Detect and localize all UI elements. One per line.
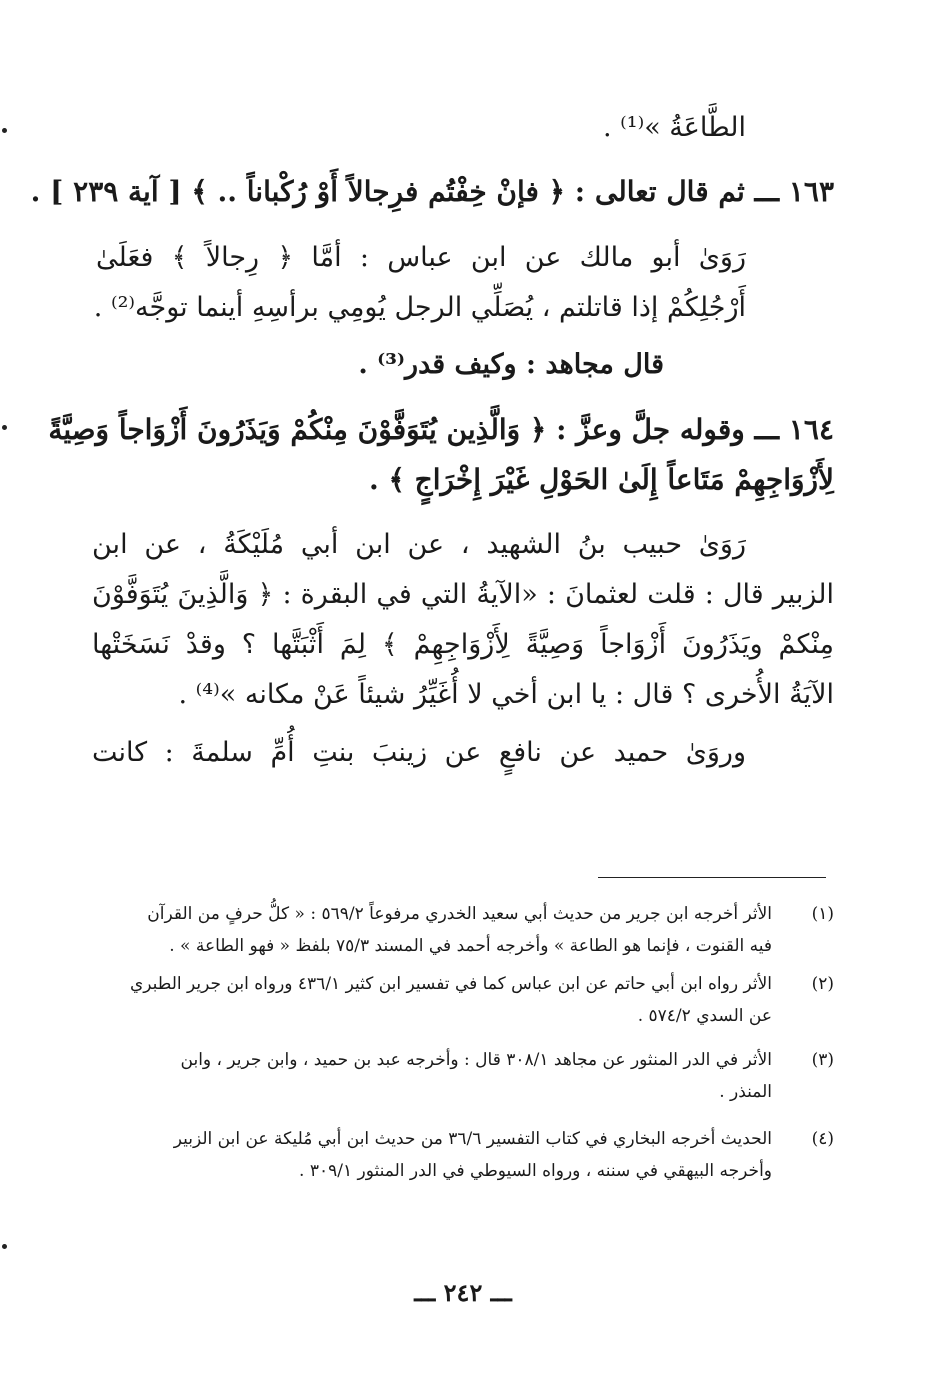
text-line-8: رَوَىٰ حبيب بنُ الشهيد ، عن ابن أبي مُلَيْكَةُ ، عن ابن <box>92 529 746 560</box>
page-number: ـــ ٢٤٢ ـــ <box>414 1278 512 1307</box>
scan-mark <box>2 425 7 430</box>
footnote-line: الحديث أخرجه البخاري في كتاب التفسير ٣٦/٦ من حديث ابن أبي مُليكة عن ابن الزبير <box>173 1129 772 1149</box>
text-line-11: الآيَةُ الأُخرى ؟ قال : يا ابن أخي لا أُغَيِّرُ شيئاً عَنْ مكانه »⁽⁴⁾ . <box>178 679 834 710</box>
footnote-line: الأثر في الدر المنثور عن مجاهد ٣٠٨/١ قال : وأخرجه عبد بن حميد ، وابن جرير ، وابن <box>180 1050 772 1070</box>
footnote-line: وأخرجه البيهقي في سننه ، ورواه السيوطي في الدر المنثور ٣٠٩/١ . <box>299 1161 772 1181</box>
footnote-line: الأثر رواه ابن أبي حاتم عن ابن عباس كما في تفسير ابن كثير ٤٣٦/١ ورواه ابن جرير الطبري <box>129 974 772 994</box>
scan-mark <box>2 128 7 133</box>
verse-164-continuation: لِأَزْوَاجِهِمْ مَتَاعاً إِلَىٰ الحَوْلِ غَيْرَ إِخْرَاجٍ ﴾ . <box>368 463 834 496</box>
footnote-number: (٣) <box>811 1050 834 1070</box>
footnote-1 <box>92 898 834 962</box>
footnote-4 <box>92 1123 834 1187</box>
footnote-separator <box>598 877 826 878</box>
verse-164-heading: ١٦٤ ـــ وقوله جلَّ وعزَّ : ﴿ وَالَّذِين يُتَوَفَّوْنَ مِنْكُمْ وَيَذَرُونَ أَزْوَاجاً وَصِيَّةً <box>48 413 834 446</box>
footnote-number: (٤) <box>811 1129 834 1149</box>
text-line-5: قال مجاهد : وكيف قدر⁽³⁾ . <box>358 349 664 380</box>
text-line-10: مِنْكمْ ويَذَرُونَ أَزْوَاجاً وَصِيَّةً لِأَزْوَاجِهِمْ ﴾ لِمَ أَثْبَتَّها ؟ وقدْ نَسَخَتْها <box>92 629 834 660</box>
text-line-12: وروَىٰ حميد عن نافعٍ عن زينبَ بنتِ أُمِّ سلمةَ : كانت <box>92 737 746 768</box>
footnote-2 <box>92 968 834 1032</box>
footnote-line: عن السدي ٥٧٤/٢ . <box>637 1006 772 1026</box>
text-line-9: الزبير قال : قلت لعثمانَ : «الآيةُ التي في البقرة : ﴿ وَالَّذِينَ يُتَوَفَّوْنَ <box>92 579 834 610</box>
footnote-3 <box>92 1044 834 1108</box>
text-line-3: رَوَىٰ أبو مالك عن ابن عباس : أمَّا ﴿ رِجالاً ﴾ فعَلَىٰ <box>96 242 746 273</box>
text-line-4: أَرْجُلِكُمْ إذا قاتلتم ، يُصَلِّي الرجل يُومِي برأسِهِ أينما توجَّه⁽²⁾ . <box>93 292 746 323</box>
footnote-line: المنذر . <box>719 1082 772 1102</box>
verse-163-heading: ١٦٣ ـــ ثم قال تعالى : ﴿ فإنْ خِفْتُم فرِجالاً أَوْ رُكْباناً .. ﴾ [ آية ٢٣٩ ] . <box>30 175 834 208</box>
footnote-number: (٢) <box>811 974 834 994</box>
scan-mark <box>2 1244 7 1249</box>
footnote-number: (١) <box>811 904 834 924</box>
footnote-line: الأثر أخرجه ابن جرير من حديث أبي سعيد الخدري مرفوعاً ٥٦٩/٢ : « كلُّ حرفٍ من القرآن <box>147 904 772 924</box>
text-line-1: الطَّاعَةُ »⁽¹⁾ . <box>602 112 746 143</box>
footnote-line: فيه القنوت ، فإنما هو الطاعة » وأخرجه أحمد في المسند ٧٥/٣ بلفظ « فهو الطاعة » . <box>169 936 772 956</box>
